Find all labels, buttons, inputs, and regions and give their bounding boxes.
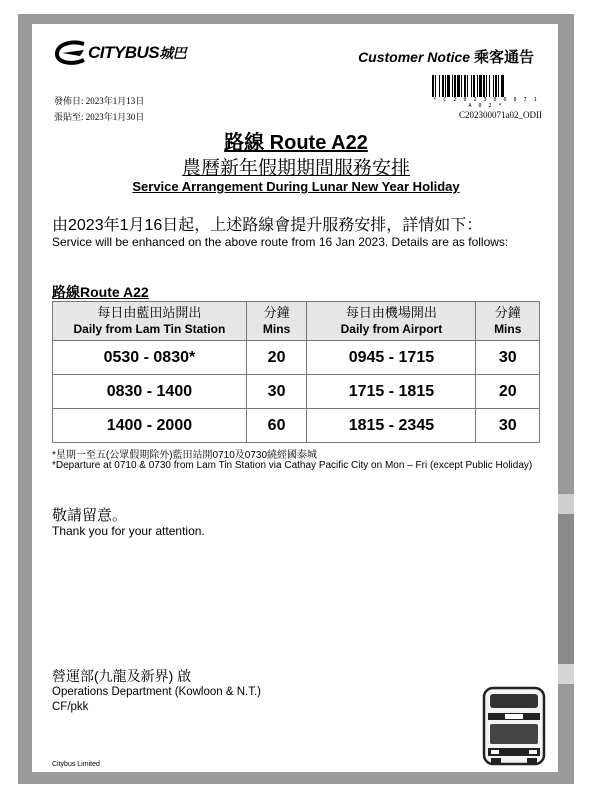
header-airport: 每日由機場開出 Daily from Airport: [307, 302, 476, 341]
customer-notice-label: Customer Notice 乘客通告: [358, 49, 534, 66]
table-row: [53, 341, 540, 375]
table-cell: 1715 - 1815: [307, 375, 476, 409]
table-row: [53, 409, 540, 443]
bus-icon: [481, 686, 547, 766]
title-en: Service Arrangement During Lunar New Year Holiday: [132, 179, 460, 194]
company-name: Citybus Limited: [52, 761, 100, 768]
table-cell: 0830 - 1400: [53, 375, 247, 409]
notice-code: C202300071a02_ODII: [459, 110, 542, 120]
title-cn: 農曆新年假期期間服務安排: [181, 158, 410, 179]
table-cell: 0945 - 1715: [307, 341, 476, 375]
logo-text: CITYBUS城巴: [88, 43, 187, 62]
route-label: 路線Route A22: [52, 284, 149, 300]
frame-bottom: [18, 772, 574, 784]
signature-cn: 營運部(九龍及新界) 啟: [52, 668, 192, 684]
signature-ref: CF/pkk: [52, 701, 89, 713]
frame-top: [18, 14, 574, 24]
table-cell: 30: [476, 409, 540, 443]
table-cell: 20: [246, 341, 307, 375]
table-cell: 30: [246, 375, 307, 409]
frame-right: [558, 514, 574, 664]
table-cell: 1815 - 2345: [307, 409, 476, 443]
table-row: [53, 375, 540, 409]
barcode-number: * C 2 0 2 3 0 0 0 7 1 A 0 2 *: [433, 97, 539, 109]
table-cell: 20: [476, 375, 540, 409]
frame-right-gap: [558, 664, 574, 684]
table-cell: 1400 - 2000: [53, 409, 247, 443]
header-mins: 分鐘 Mins: [246, 302, 307, 341]
table-cell: 0530 - 0830*: [53, 341, 247, 375]
barcode-icon: [432, 75, 540, 97]
issue-date: 發佈日: 2023年1月13日: [54, 96, 145, 106]
citybus-logo-icon: [54, 40, 94, 66]
table-cell: 60: [246, 409, 307, 443]
schedule-table: [52, 301, 540, 443]
header-lam-tin: 每日由藍田站開出 Daily from Lam Tin Station: [53, 302, 247, 341]
table-cell: 30: [476, 341, 540, 375]
footnote-cn: *星期一至五(公眾假期除外)藍田站開0710及0730繞經國泰城: [52, 450, 318, 461]
frame-right-gap: [558, 494, 574, 514]
header-mins: 分鐘 Mins: [476, 302, 540, 341]
attention-en: Thank you for your attention.: [52, 524, 205, 538]
frame-right: [558, 14, 574, 494]
intro-en: Service will be enhanced on the above route from 16 Jan 2023. Details are as follows:: [52, 235, 509, 249]
citybus-logo: [54, 38, 186, 68]
signature-en: Operations Department (Kowloon & N.T.): [52, 686, 262, 698]
route-title: 路線 Route A22: [224, 132, 368, 154]
frame-right: [558, 684, 574, 784]
attention-cn: 敬請留意。: [52, 507, 128, 524]
table-header-row: [53, 302, 540, 341]
intro-cn: 由2023年1月16日起，上述路線會提升服務安排，詳情如下：: [52, 217, 483, 234]
footnote-en: *Departure at 0710 & 0730 from Lam Tin Station via Cathay Pacific City on Mon – Fri (except Public Holiday): [52, 460, 533, 471]
post-until-date: 張貼至: 2023年1月30日: [54, 112, 145, 122]
